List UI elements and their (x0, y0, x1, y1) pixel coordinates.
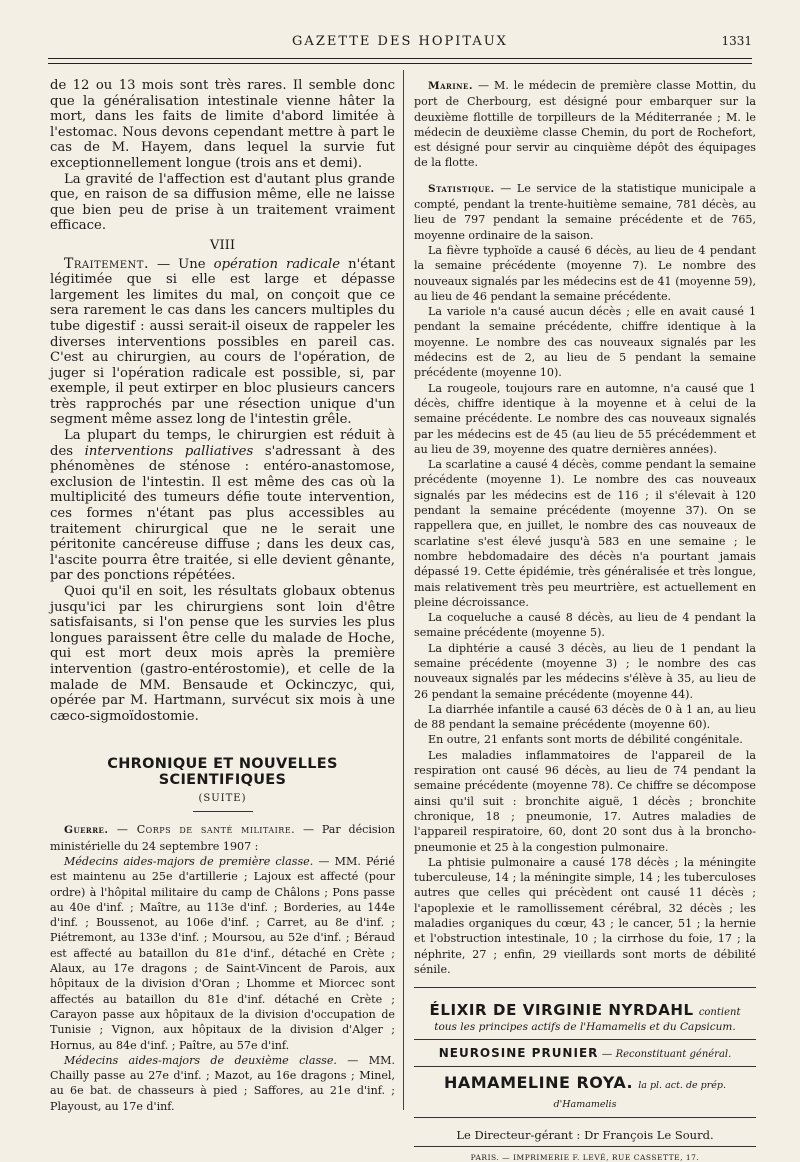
ad-rule-1 (414, 1039, 756, 1040)
printer-line: PARIS. — IMPRIMERIE F. LEVÉ, RUE CASSETTE, 17. (470, 1153, 700, 1162)
right-column (414, 78, 756, 1162)
chronique-subtitle: (SUITE) (198, 793, 247, 805)
paragraph-statistique (414, 181, 756, 243)
paragraph-rougeole: La rougeole, toujours rare en automne, n'a causé que 1 décès, chiffre identique à la moyenne et à celui de la semaine précédente. Le nombre des cas nouveaux signalés par les médecins est de 45 (au lieu de 55 précédemment et au lieu de 39, moyenne des quatre dernières années). (414, 381, 756, 456)
section-number: VIII (209, 237, 236, 253)
running-head (48, 34, 752, 54)
header-rule-secondary (48, 63, 752, 64)
guerre-subject: — Corps de santé militaire. (108, 823, 296, 837)
paragraph-palliative (50, 428, 395, 584)
chronique-title: CHRONIQUE ET NOUVELLES SCIENTIFIQUES (107, 756, 338, 789)
statistique-text: — Le service de la statistique municipale a compté, pendant la trente-huitième semaine, 781 décès, au lieu de 797 pendant la semaine précédente et de 765, moyenne ordinaire de la saison. (414, 181, 756, 242)
paragraph-diphterie: La diphtérie a causé 3 décès, au lieu de 1 pendant la semaine précédente (moyenne 3) ; le nombre des cas nouveaux signalés par les médecins s'élève à 35, au lieu de 26 pendant la semaine précédente (moyenne 44). (414, 641, 756, 701)
neurosine-name: NEUROSINE PRUNIER (438, 1046, 599, 1061)
palliative-text-a: La plupart du temps, le chirurgien est réduit à des (50, 428, 395, 459)
statistique-label: Statistique. (428, 182, 495, 195)
hamameline-ad (414, 1073, 756, 1111)
second-class-text: — MM. Chailly passe au 27e d'inf. ; Mazot, au 16e dragons ; Minel, au 6e bat. de chasseurs à pied ; Saffores, au 21e d'inf. ; Playoust, au 17e d'inf. (50, 1053, 395, 1113)
hamameline-description: la pl. act. de prép. d'Hamamelis (553, 1080, 727, 1111)
neurosine-ad: NEUROSINE PRUNIER — Reconstituant général. (438, 1046, 732, 1061)
neurosine-description: Reconstituant général. (615, 1049, 732, 1061)
elixir-description: tous les principes actifs de l'Hamamelis et du Capsicum. (434, 1021, 736, 1034)
paragraph-treatment (50, 257, 395, 429)
ad-rule-2 (414, 1066, 756, 1067)
paragraph-coqueluche: La coqueluche a causé 8 décès, au lieu de 4 pendant la semaine précédente (moyenne 5). (414, 611, 756, 640)
paragraph-debilite: En outre, 21 enfants sont morts de débilité congénitale. (428, 733, 743, 747)
elixir-tag: contient (698, 1007, 741, 1019)
palliative-term: interventions palliatives (84, 443, 254, 459)
treatment-label: Traitement. (64, 255, 149, 272)
column-divider (403, 70, 404, 1110)
paragraph-respiratoire: Les maladies inflammatoires de l'appareil de la respiration ont causé 96 décès, au lieu de 74 pendant la semaine précédente (moyenne 78). Ce chiffre se décompose ainsi qu'il suit : bronchite aiguë, 1 décès ; bronchite chronique, 18 ; pneumonie, 17. Autres maladies de l'appareil respiratoire, 60, dont 20 sont dus à la broncho-pneumonie et 25 à la congestion pulmonaire. (414, 748, 756, 854)
first-class-label: Médecins aides-majors de première classe. (64, 854, 314, 868)
ad-rule-top (414, 987, 756, 988)
treatment-dash: — Une (148, 256, 214, 272)
paragraph-first-class (50, 854, 395, 1053)
paragraph-phtisie: La phtisie pulmonaire a causé 178 décès ; la méningite tuberculeuse, 14 ; la méningite simple, 14 ; les tuberculoses autres que celles qui précèdent ont causé 11 décès ; l'apoplexie et le ramollissement cérébral, 32 décès ; les maladies organiques du cœur, 43 ; le cancer, 51 ; la hernie et l'obstruction intestinale, 10 ; la cirrhose du foie, 17 ; la néphrite, 27 ; enfin, 29 vieillards sont morts de débilité sénile. (414, 855, 756, 976)
paragraph-diarrhee: La diarrhée infantile a causé 63 décès de 0 à 1 an, au lieu de 88 pendant la semaine précédente (moyenne 60). (414, 702, 756, 732)
paragraph-results: Quoi qu'il en soit, les résultats globaux obtenus jusqu'ici par les chirurgiens sont loin d'être satisfaisants, si l'on pense que les survies les plus longues paraissent être celle du malade de Hoche, qui est mort deux mois après la première intervention (gastro-entérostomie), et celle de la malade de MM. Bensaude et Ockinczyc, qui, opérée par M. Hartmann, survécut six mois à une cæco-sigmoïdostomie. (50, 584, 395, 724)
elixir-ad (414, 1000, 756, 1033)
paragraph-variole: La variole n'a causé aucun décès ; elle en avait causé 1 pendant la semaine précédente, chiffre identique à la moyenne. Le nombre des cas nouveaux signalés par les médecins est de 2, au lieu de 5 pendant la semaine précédente (moyenne 10). (414, 305, 756, 380)
left-column (50, 78, 395, 1114)
paragraph-marine (414, 78, 756, 171)
paragraph-scarlatine: La scarlatine a causé 4 décès, comme pendant la semaine précédente (moyenne 1). Le nombre des cas nouveaux signalés par les médecins est de 116 ; il s'élevait à 120 pendant la semaine précédente (moyenne 37). On se rappellera que, en juillet, le nombre des cas nouveaux de scarlatine s'est élevé jusqu'à 583 en une semaine ; le nombre hebdomadaire des décès n'a pourtant jamais dépassé 19. Cette épidémie, très généralisée et très longue, mais relativement très peu meurtrière, est actuellement en pleine décroissance. (414, 458, 756, 609)
paragraph-guerre (50, 822, 395, 854)
marine-label: Marine. (428, 80, 474, 92)
header-rule (48, 58, 752, 59)
guerre-text: — Par décision ministérielle du 24 septembre 1907 : (50, 823, 395, 853)
chronique-header (50, 756, 395, 812)
marine-text: — M. le médecin de première classe Mottin, du port de Cherbourg, est désigné pour embarquer sur la deuxième flottille de torpilleurs de la Méditerranée ; M. le médecin de deuxième classe Chemin, du port de Rochefort, est désigné pour servir au cinquième dépôt des équipages de la flotte. (414, 79, 756, 170)
paragraph-survival: de 12 ou 13 mois sont très rares. Il semble donc que la généralisation intestinale vienne hâter la mort, dans les faits de limite d'abord limitée à l'estomac. Nous devons cependant mettre à part le cas de M. Hayem, dans lequel la survie fut exceptionnellement longue (trois ans et demi). (50, 78, 395, 171)
guerre-label: Guerre. (64, 824, 109, 837)
second-class-label: Médecins aides-majors de deuxième classe. (64, 1053, 337, 1067)
paragraph-typhoid: La fièvre typhoïde a causé 6 décès, au lieu de 4 pendant la semaine précédente (moyenne 7). Le nombre des nouveaux signalés par les médecins est de 41 (moyenne 59), au lieu de 46 pendant la semaine précédente. (414, 243, 756, 303)
radical-operation-term: opération radicale (213, 256, 341, 272)
first-class-text: — MM. Périé est maintenu au 25e d'artillerie ; Lajoux est affecté (pour ordre) à l'hôpital militaire du camp de Châlons ; Pons passe au 40e d'inf. ; Maître, au 113e d'inf. ; Borderies, au 144e d'inf. ; Boussenot, au 106e d'inf. ; Carret, au 8e d'inf. ; Piétremont, au 133e d'inf. ; Moursou, au 52e d'inf. ; Béraud est affecté au bataillon du 81e d'inf., détaché en Crète ; Alaux, au 17e dragons ; de Saint-Vincent de Parois, aux hôpitaux de la division d'Oran ; Lhomme et Miorcec sont affectés au bataillon du 81e d'inf. détaché en Crète ; Carayon passe aux hôpitaux de la division d'occupation de Tunisie ; Vignon, aux hôpitaux de la division d'Alger ; Hornus, au 84e d'inf. ; Paître, au 57e d'inf. (50, 854, 395, 1052)
elixir-title: ÉLIXIR DE VIRGINIE NYRDAHL (429, 1001, 694, 1020)
paragraph-gravity: La gravité de l'affection est d'autant plus grande que, en raison de sa diffusion même, elle ne laisse que bien peu de prise à un traitement vraiment efficace. (50, 171, 395, 234)
palliative-text-b: s'adressant à des phénomènes de sténose : entéro-anastomose, exclusion de l'intestin. Il est même des cas où la multiplicité des tumeurs défie toute intervention, ces formes n'étant pas plus accessibles au traitement chirurgical que ne le serait une péritonite cancéreuse diffuse ; dans les deux cas, l'ascite pourra être traitée, si elle devient gênante, par des ponctions répétées. (50, 443, 395, 584)
director-line: Le Directeur-gérant : Dr François Le Sourd. (456, 1128, 714, 1143)
page-number: 1331 (721, 34, 752, 48)
ad-rule-3 (414, 1117, 756, 1118)
paragraph-second-class (50, 1053, 395, 1114)
ad-rule-4 (414, 1146, 756, 1147)
hamameline-name: HAMAMELINE ROYA. (443, 1073, 634, 1093)
chronique-rule (193, 811, 253, 812)
journal-title: GAZETTE DES HOPITAUX (292, 34, 508, 49)
treatment-text: n'étant légitimée que si elle est large et dépasse largement les limites du mal, on conçoit que ce sera rarement le cas dans les cancers multiples du tube digestif : aussi serait-il oiseux de rappeler les diverses interventions possibles en pareil cas. C'est au chirurgien, au cours de l'opération, de juger si l'opération radicale est possible, si, par exemple, il peut extirper en bloc plusieurs cancers très rapprochés par une résection unique d'un segment même assez long de l'intestin grêle. (50, 256, 395, 428)
